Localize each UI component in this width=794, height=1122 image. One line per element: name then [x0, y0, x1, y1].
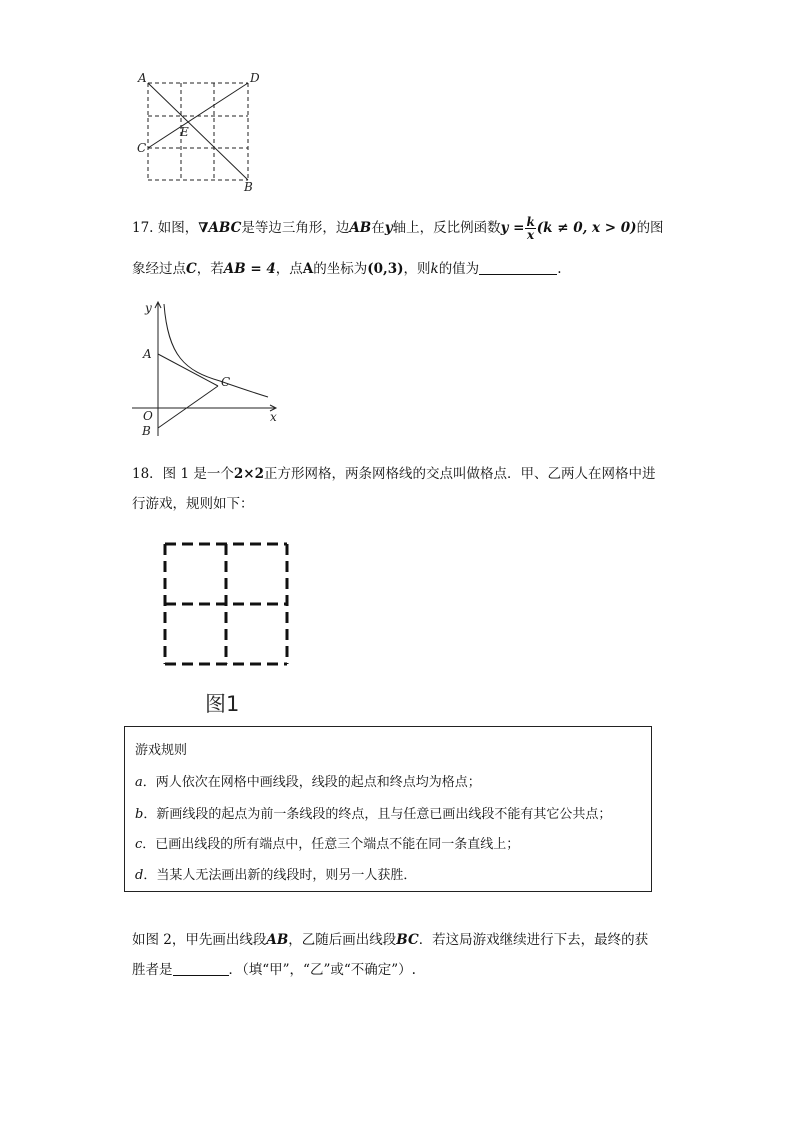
figure1-grid [160, 540, 292, 672]
q18-text: 如图 2，甲先画出线段 [132, 932, 267, 948]
q17-line1 [132, 216, 664, 241]
triangle-abc: ∇ABC [198, 220, 242, 236]
q18-text: ．（填“甲”，“乙”或“不确定”）. [228, 962, 416, 978]
q17-text: . [557, 261, 562, 277]
point-a-label: A [143, 347, 152, 361]
grid-size: 2×2 [233, 466, 264, 482]
rule-letter: b [135, 807, 144, 822]
rule-a [135, 771, 481, 790]
q18-line2 [132, 494, 254, 514]
axis-x-label: x [270, 410, 277, 424]
q17-text: ，点 [275, 261, 303, 277]
q17-text: 如图， [157, 220, 199, 236]
point-b-label: B [142, 424, 151, 438]
q17-text: 的坐标为 [313, 261, 368, 277]
figure1-label: 图1 [205, 692, 240, 716]
function-lhs: y = [500, 220, 525, 236]
q18-text: 正方形网格，两条网格线的交点叫做格点．甲、乙两人在网格中进 [263, 466, 656, 482]
q17-text: 的值为 [438, 261, 480, 277]
q17-text: 象经过点 [132, 261, 186, 277]
q17-text: 轴上，反比例函数 [392, 220, 501, 236]
fraction-numerator: k [526, 215, 535, 229]
fraction-denominator: x [527, 228, 535, 242]
fraction-k-over-x [525, 216, 535, 241]
origin-label: O [143, 409, 153, 423]
rule-letter: d [135, 868, 144, 883]
point-c: C [186, 261, 197, 277]
rule-d [135, 864, 416, 883]
answer-blank[interactable] [173, 961, 229, 976]
question-number: 17. [132, 220, 154, 236]
label-a: A [138, 71, 147, 85]
ab-equals-4: AB = 4 [223, 261, 276, 277]
q17-text: 在 [371, 220, 385, 236]
point-c-label: C [221, 375, 231, 389]
rule-letter: a [135, 775, 143, 790]
label-d: D [250, 71, 260, 85]
rule-text: ．新画线段的起点为前一条线段的终点，且与任意已画出线段不能有其它公共点； [143, 807, 612, 822]
segment-ab: AB [349, 220, 372, 236]
q17-text: 的图 [636, 220, 664, 236]
rule-text: ．当某人无法画出新的线段时，则另一人获胜． [143, 868, 417, 883]
game-rules-box [124, 726, 652, 892]
label-b: B [244, 180, 253, 194]
q18-text: ．若这局游戏继续进行下去，最终的获 [418, 932, 649, 948]
rule-c [135, 833, 519, 852]
q18-text: 行游戏，规则如下： [132, 496, 254, 512]
q18-text: 胜者是 [132, 962, 173, 978]
rule-text: ．两人依次在网格中画线段，线段的起点和终点均为格点； [142, 775, 481, 790]
q17-line2 [132, 259, 561, 279]
segment-bc: BC [396, 932, 419, 948]
grid-diagonal-figure [130, 66, 280, 196]
q18-line1 [132, 464, 655, 484]
label-c: C [137, 141, 147, 155]
q17-text: 是等边三角形，边 [241, 220, 350, 236]
variable-k: k [430, 261, 439, 277]
answer-blank[interactable] [479, 260, 557, 275]
axis-y-label: y [145, 301, 152, 315]
rule-letter: c [135, 837, 143, 852]
rules-title: 游戏规则 [135, 743, 188, 758]
q18-text: 18．图 1 是一个 [132, 466, 234, 482]
q17-text: ，若 [196, 261, 224, 277]
coordinate-a: (0,3) [367, 261, 404, 277]
segment-ab: AB [266, 932, 289, 948]
point-a: A [302, 261, 314, 277]
q18-final-line1 [132, 930, 648, 950]
rule-text: ．已画出线段的所有端点中，任意三个端点不能在同一条直线上； [142, 837, 520, 852]
inverse-function-graph [130, 296, 290, 441]
q18-final-line2 [132, 960, 416, 980]
rule-b [135, 803, 611, 822]
function-condition: (k ≠ 0, x > 0) [536, 220, 637, 236]
axis-y: y [384, 220, 393, 236]
label-e: E [180, 125, 189, 139]
q17-text: ，则 [403, 261, 431, 277]
q18-text: ，乙随后画出线段 [288, 932, 397, 948]
